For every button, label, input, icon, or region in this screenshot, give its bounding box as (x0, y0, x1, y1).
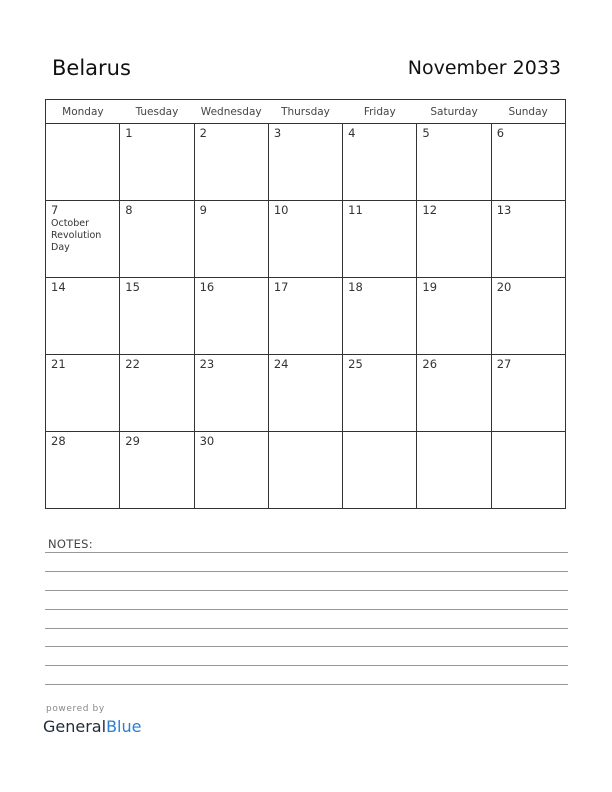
day-number: 13 (496, 203, 512, 217)
day-cell (46, 201, 120, 278)
weekday-header: Saturday (417, 100, 491, 124)
day-number: 28 (51, 434, 66, 448)
month-year-title: November 2033 (407, 57, 561, 79)
powered-by-text: powered by (46, 704, 105, 714)
week-row (46, 432, 566, 509)
day-cell (194, 355, 268, 432)
day-cell (343, 124, 417, 201)
day-number: 24 (273, 357, 289, 371)
day-cell (343, 432, 417, 509)
day-cell (491, 124, 565, 201)
note-line (45, 646, 568, 647)
note-line (45, 628, 568, 629)
weekday-header: Monday (46, 100, 120, 124)
note-line (45, 609, 568, 610)
notes-label: NOTES: (48, 537, 93, 551)
day-cell (343, 278, 417, 355)
day-number: 4 (348, 126, 356, 140)
logo-blue-text: Blue (106, 717, 142, 736)
day-cell (417, 124, 491, 201)
note-line (45, 684, 568, 685)
day-number: 29 (125, 434, 140, 448)
weekday-header: Friday (343, 100, 417, 124)
day-number: 2 (199, 126, 207, 140)
day-cell (120, 355, 194, 432)
day-cell (46, 124, 120, 201)
day-cell (343, 201, 417, 278)
day-number: 19 (422, 280, 438, 294)
day-number: 7 (51, 203, 59, 217)
day-number: 12 (422, 203, 438, 217)
day-number: 5 (422, 126, 430, 140)
day-cell (46, 355, 120, 432)
day-number: 30 (199, 434, 215, 448)
day-cell (120, 201, 194, 278)
day-number: 22 (125, 357, 140, 371)
day-number: 10 (273, 203, 289, 217)
calendar-grid (45, 99, 566, 509)
day-cell (491, 201, 565, 278)
day-number: 23 (199, 357, 215, 371)
note-line (45, 665, 568, 666)
country-title: Belarus (52, 56, 131, 80)
day-cell (491, 432, 565, 509)
day-cell (417, 355, 491, 432)
week-row (46, 278, 566, 355)
day-cell (268, 201, 342, 278)
day-number: 26 (422, 357, 438, 371)
weekday-header-row (46, 100, 566, 124)
day-cell (417, 201, 491, 278)
day-cell (491, 355, 565, 432)
note-line (45, 552, 568, 553)
day-cell (194, 432, 268, 509)
day-number: 20 (496, 280, 512, 294)
day-cell (120, 278, 194, 355)
weekday-header: Sunday (491, 100, 565, 124)
day-cell (268, 278, 342, 355)
day-number: 25 (348, 357, 363, 371)
day-cell (194, 201, 268, 278)
note-line (45, 571, 568, 572)
day-cell (194, 124, 268, 201)
day-number: 15 (125, 280, 140, 294)
day-number: 9 (199, 203, 207, 217)
day-cell (268, 124, 342, 201)
day-cell (417, 432, 491, 509)
week-row (46, 124, 566, 201)
day-cell (343, 355, 417, 432)
day-number: 18 (348, 280, 363, 294)
day-number: 14 (51, 280, 66, 294)
weekday-header: Tuesday (120, 100, 194, 124)
note-line (45, 590, 568, 591)
weekday-header: Thursday (268, 100, 342, 124)
day-number: 17 (273, 280, 289, 294)
day-number: 6 (496, 126, 505, 140)
holiday-label: October Revolution Day (51, 218, 102, 253)
day-cell (46, 432, 120, 509)
day-cell (268, 432, 342, 509)
day-number: 21 (51, 357, 66, 371)
day-number: 16 (199, 280, 215, 294)
day-cell (417, 278, 491, 355)
week-row (46, 355, 566, 432)
day-number: 27 (496, 357, 512, 371)
day-number: 8 (125, 203, 133, 217)
week-row (46, 201, 566, 278)
day-number: 1 (125, 126, 133, 140)
generalblue-logo (43, 717, 141, 736)
day-cell (46, 278, 120, 355)
day-cell (491, 278, 565, 355)
logo-general-text: General (43, 717, 107, 736)
day-cell (194, 278, 268, 355)
day-cell (120, 124, 194, 201)
day-cell (268, 355, 342, 432)
day-number: 3 (273, 126, 282, 140)
day-number: 11 (348, 203, 363, 217)
day-cell (120, 432, 194, 509)
weekday-header: Wednesday (194, 100, 268, 124)
